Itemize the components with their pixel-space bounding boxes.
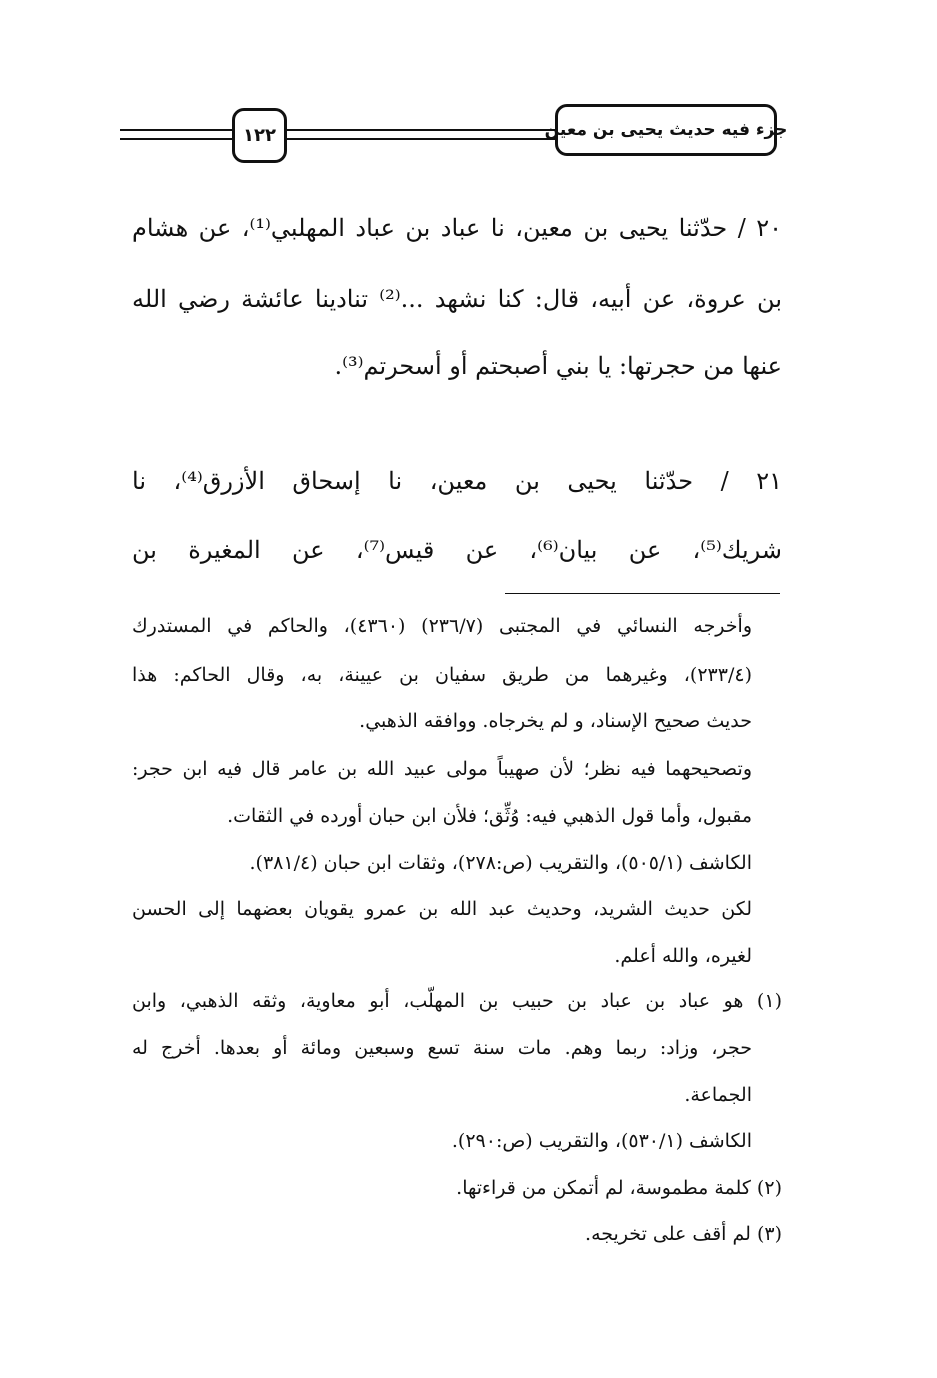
footnote-line-8: لغيره، والله أعلم.: [614, 945, 752, 967]
header-rule-middle-bottom: [287, 138, 555, 140]
running-title: جزء فيه حديث يحيى بن معين: [544, 120, 788, 140]
footnote-1-line-1: (١) هو عباد بن عباد بن حبيب بن المهلّب، أبو معاوية، وثقه الذهبي، وابن: [132, 990, 782, 1012]
main-text-line-4: ٢١ / حدّثنا يحيى بن معين، نا إسحاق الأزرق⁽⁴⁾، نا: [132, 467, 783, 495]
page-number: ١٢٢: [243, 125, 276, 146]
footnote-line-6: الكاشف (٥٠٥/١)، والتقريب (ص:٢٧٨)، وثقات ابن حبان (٣٨١/٤).: [249, 852, 752, 874]
header-rule-left-top: [120, 129, 232, 131]
page-number-box: [232, 108, 287, 163]
footnote-1-line-3: الجماعة.: [684, 1084, 752, 1106]
footnote-line-1: وأخرجه النسائي في المجتبى (٢٣٦/٧) (٤٣٦٠)، والحاكم في المستدرك: [132, 615, 752, 637]
footnote-line-4: وتصحيحهما فيه نظر؛ لأن صهيباً مولى عبيد الله بن عامر قال فيه ابن حجر:: [132, 758, 752, 780]
main-text-line-3: عنها من حجرتها: يا بني أصبحتم أو أسحرتم⁽³⁾.: [334, 352, 782, 380]
footnote-1-line-2: حجر، وزاد: ربما وهم. مات سنة تسع وسبعين ومائة أو بعدها. أخرج له: [132, 1037, 752, 1059]
footnote-2: (٢) كلمة مطموسة، لم أتمكن من قراءتها.: [456, 1177, 782, 1199]
header-rule-left-bottom: [120, 138, 232, 140]
header-rule-middle-top: [287, 129, 555, 131]
footnote-separator: [505, 593, 780, 594]
footnote-3: (٣) لم أقف على تخريجه.: [585, 1223, 782, 1245]
main-text-line-2: بن عروة، عن أبيه، قال: كنا نشهد ...⁽²⁾ تنادينا عائشة رضي الله: [132, 285, 782, 313]
main-text-line-1: ٢٠ / حدّثنا يحيى بن معين، نا عباد بن عباد المهلبي⁽¹⁾، عن هشام: [132, 214, 782, 242]
footnote-1-line-4: الكاشف (٥٣٠/١)، والتقريب (ص:٢٩٠).: [451, 1130, 752, 1152]
main-text-line-5: شريك⁽⁵⁾، عن بيان⁽⁶⁾، عن قيس⁽⁷⁾، عن المغيرة بن: [132, 536, 782, 564]
running-title-box: [544, 104, 788, 156]
footnote-line-5: مقبول، وأما قول الذهبي فيه: وُثِّق؛ فلأن ابن حبان أورده في الثقات.: [227, 805, 752, 827]
footnote-line-7: لكن حديث الشريد، وحديث عبد الله بن عمرو يقويان بعضهما إلى الحسن: [132, 898, 752, 920]
footnote-line-2: (٢٣٣/٤)، وغيرهما من طريق سفيان بن عيينة، به، وقال الحاكم: هذا: [132, 664, 752, 686]
footnote-line-3: حديث صحيح الإسناد، و لم يخرجاه. ووافقه الذهبي.: [359, 710, 752, 732]
